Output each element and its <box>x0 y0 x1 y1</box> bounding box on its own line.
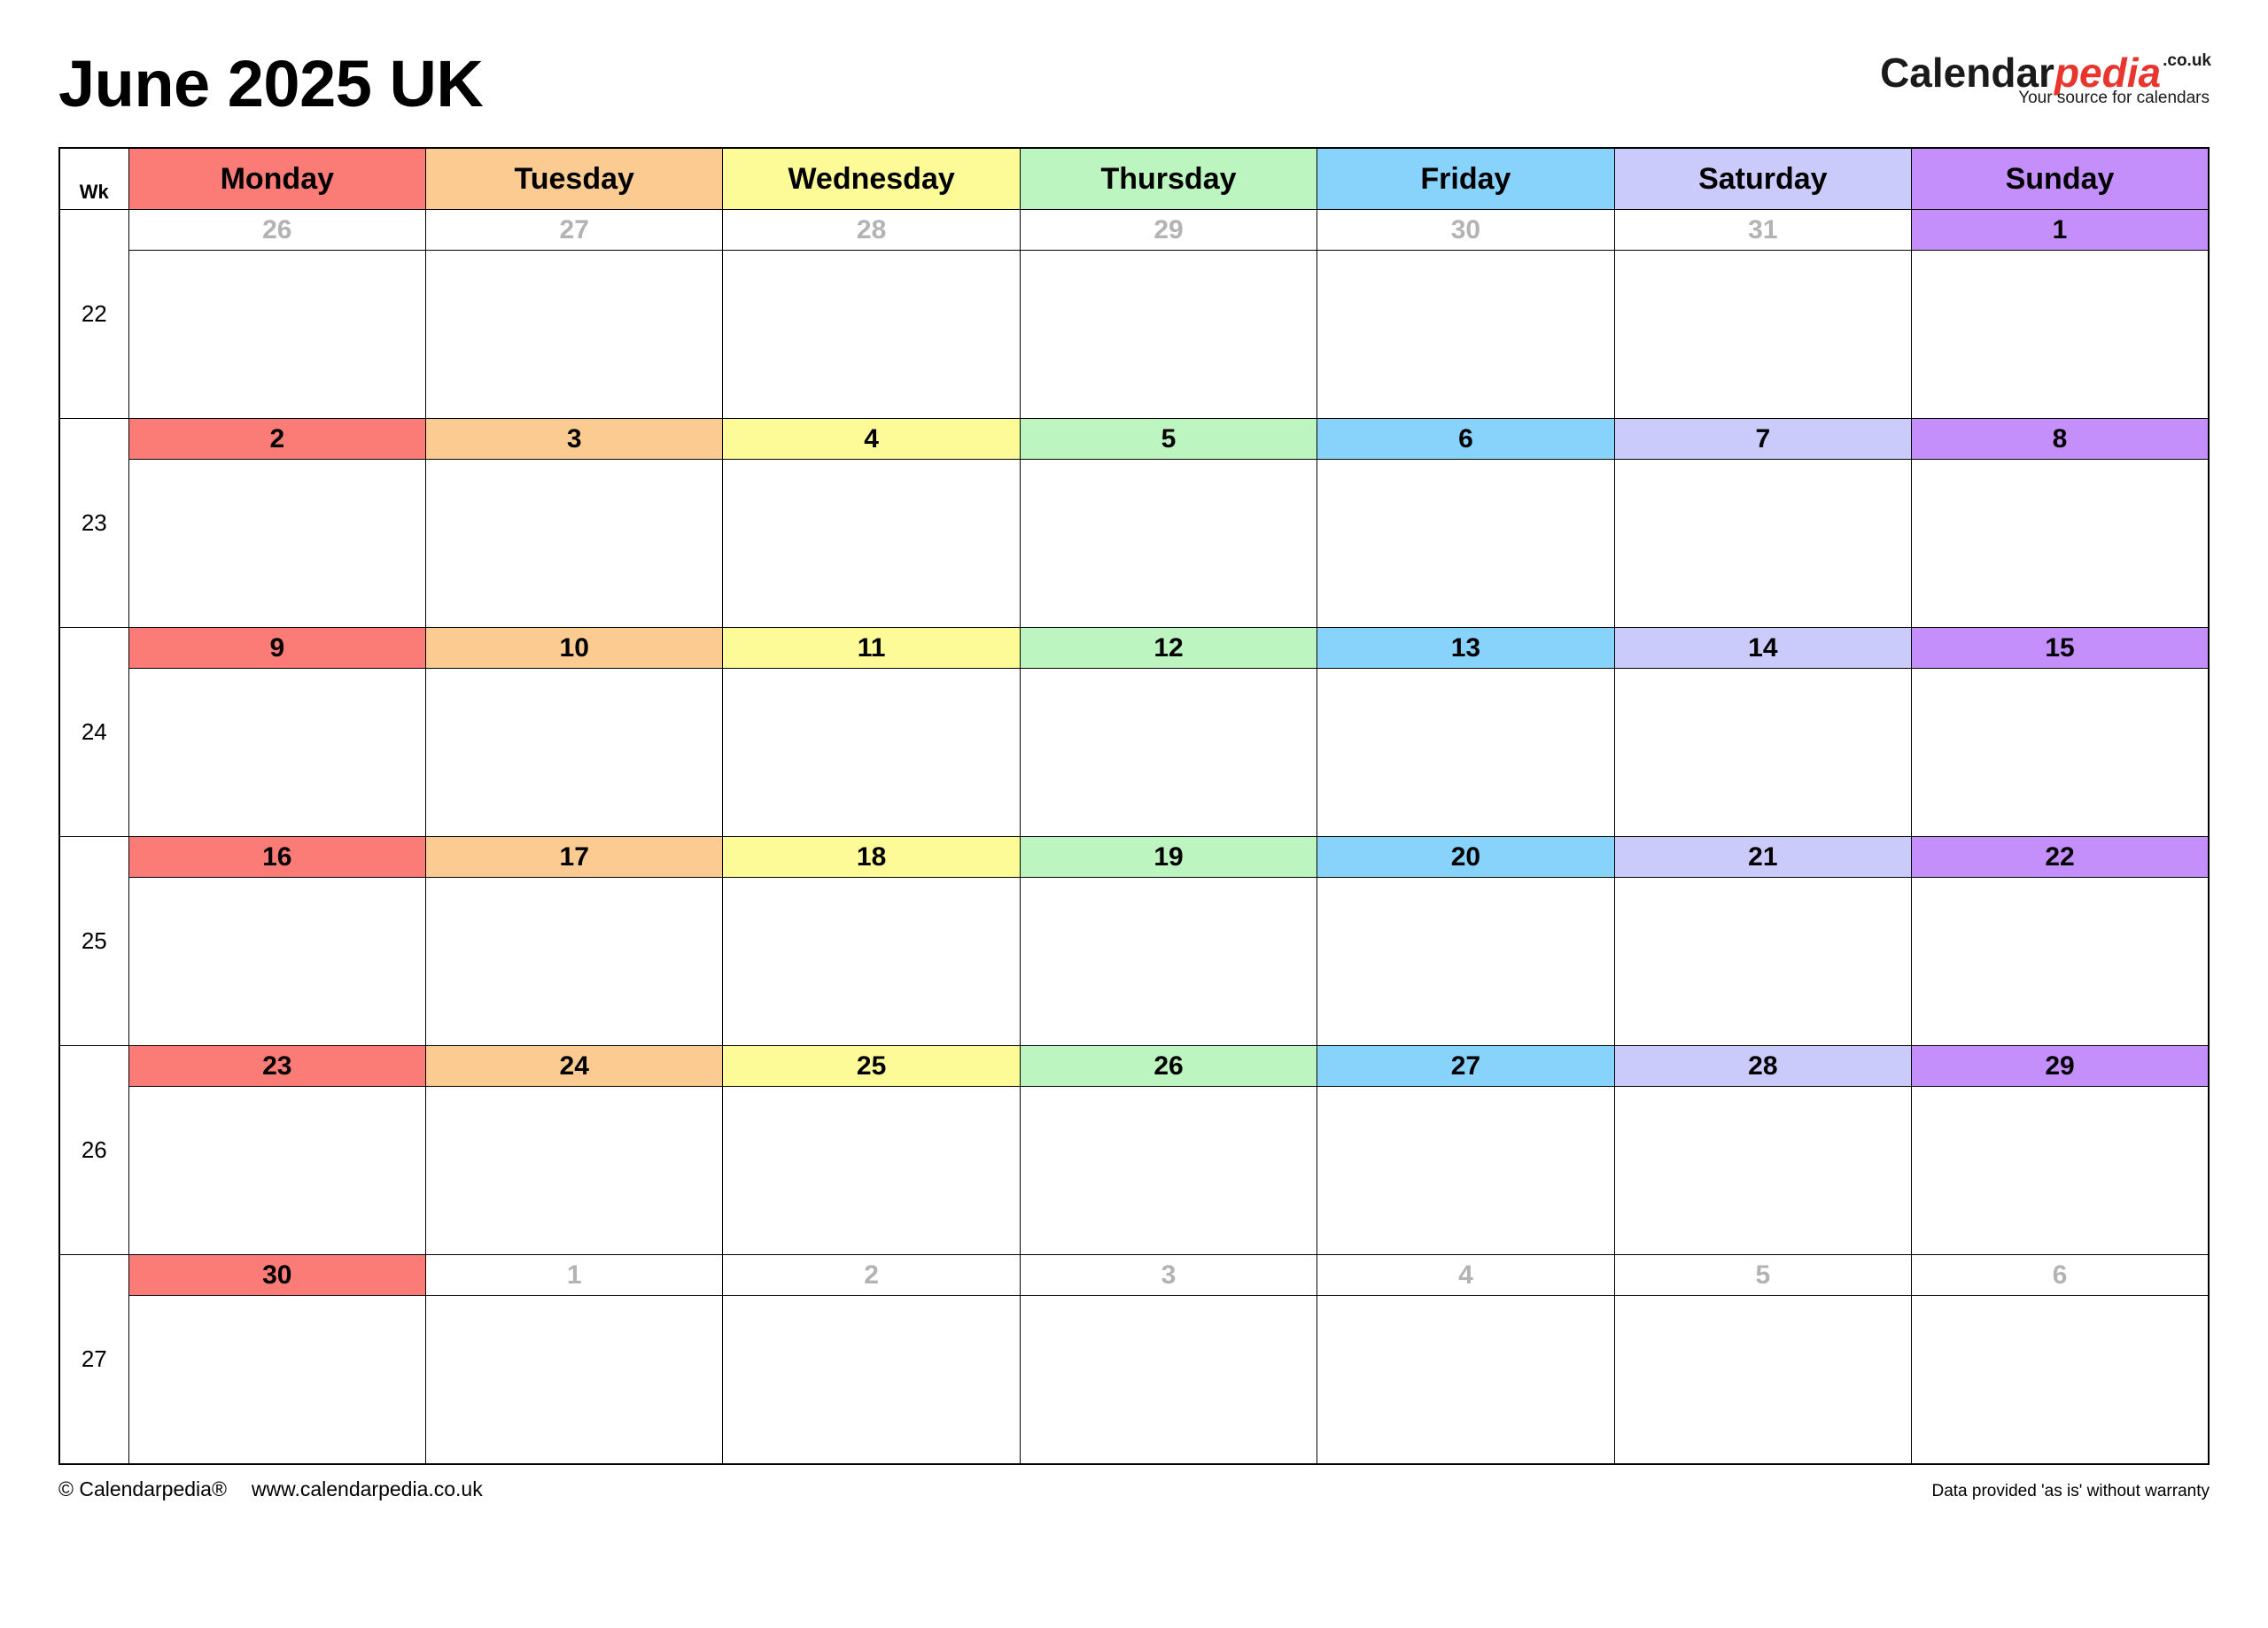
page-footer <box>58 1477 2210 1501</box>
day-notes-area[interactable] <box>723 460 1019 626</box>
day-number: 25 <box>723 1046 1019 1087</box>
day-number: 30 <box>1317 210 1613 251</box>
day-number: 24 <box>426 1046 722 1087</box>
day-number: 18 <box>723 837 1019 878</box>
day-cell[interactable] <box>723 628 1020 837</box>
day-notes-area[interactable] <box>1021 878 1317 1044</box>
day-number: 3 <box>426 419 722 460</box>
day-cell[interactable] <box>1317 210 1614 419</box>
brand-domain-text: .co.uk <box>2163 51 2211 70</box>
day-notes-area[interactable] <box>426 251 722 417</box>
day-cell[interactable] <box>1614 837 1911 1046</box>
day-number: 17 <box>426 837 722 878</box>
day-header-monday: Monday <box>128 148 425 210</box>
day-notes-area[interactable] <box>426 1296 722 1462</box>
day-notes-area[interactable] <box>1615 878 1911 1044</box>
page-title: June 2025 UK <box>58 47 484 120</box>
day-cell[interactable] <box>1020 419 1317 628</box>
day-notes-area[interactable] <box>1021 460 1317 626</box>
day-cell[interactable] <box>128 1255 425 1465</box>
brand-pedia-text: pedia <box>2054 50 2162 96</box>
day-number: 19 <box>1021 837 1317 878</box>
calendar-header-row <box>59 148 2209 210</box>
day-cell[interactable] <box>1614 419 1911 628</box>
footer-disclaimer: Data provided 'as is' without warranty <box>1931 1482 2210 1500</box>
week-number-header: Wk <box>59 148 128 210</box>
day-cell[interactable] <box>1020 210 1317 419</box>
day-cell[interactable] <box>1020 1046 1317 1255</box>
day-notes-area[interactable] <box>1021 1296 1317 1462</box>
day-cell[interactable] <box>1317 1255 1614 1465</box>
brand-tagline: Your source for calendars <box>2018 89 2210 108</box>
day-number: 6 <box>1317 419 1613 460</box>
day-cell[interactable] <box>1912 837 2209 1046</box>
day-number: 5 <box>1021 419 1317 460</box>
day-cell[interactable] <box>1317 837 1614 1046</box>
day-cell[interactable] <box>426 628 723 837</box>
day-notes-area[interactable] <box>129 878 425 1044</box>
calendar-week-row <box>59 419 2209 628</box>
page-header <box>58 35 2210 142</box>
day-cell[interactable] <box>1614 1255 1911 1465</box>
day-number: 10 <box>426 628 722 669</box>
brand-name <box>1880 51 2210 94</box>
day-notes-area[interactable] <box>129 251 425 417</box>
day-notes-area[interactable] <box>1615 1296 1911 1462</box>
day-number: 23 <box>129 1046 425 1087</box>
day-number: 28 <box>723 210 1019 251</box>
day-number: 29 <box>1021 210 1317 251</box>
day-number: 12 <box>1021 628 1317 669</box>
day-cell[interactable] <box>426 1255 723 1465</box>
day-number: 26 <box>1021 1046 1317 1087</box>
brand-calendar-text: Calendar <box>1880 50 2054 96</box>
day-cell[interactable] <box>1912 1046 2209 1255</box>
day-notes-area[interactable] <box>1021 669 1317 835</box>
calendar-week-row <box>59 837 2209 1046</box>
day-notes-area[interactable] <box>1317 1087 1613 1253</box>
day-header-tuesday: Tuesday <box>426 148 723 210</box>
day-notes-area[interactable] <box>1615 1087 1911 1253</box>
day-number: 2 <box>723 1255 1019 1296</box>
day-header-sunday: Sunday <box>1912 148 2209 210</box>
day-cell[interactable] <box>426 1046 723 1255</box>
day-cell[interactable] <box>723 210 1020 419</box>
day-cell[interactable] <box>426 210 723 419</box>
day-cell[interactable] <box>1912 1255 2209 1465</box>
day-notes-area[interactable] <box>426 460 722 626</box>
day-cell[interactable] <box>426 419 723 628</box>
day-cell[interactable] <box>128 419 425 628</box>
day-notes-area[interactable] <box>723 1087 1019 1253</box>
day-notes-area[interactable] <box>1912 878 2208 1044</box>
day-number: 9 <box>129 628 425 669</box>
day-number: 16 <box>129 837 425 878</box>
day-number: 30 <box>129 1255 425 1296</box>
day-cell[interactable] <box>723 419 1020 628</box>
week-number-cell: 27 <box>59 1255 128 1465</box>
day-notes-area[interactable] <box>723 669 1019 835</box>
day-cell[interactable] <box>128 837 425 1046</box>
day-notes-area[interactable] <box>426 878 722 1044</box>
week-number-cell: 23 <box>59 419 128 628</box>
day-header-thursday: Thursday <box>1020 148 1317 210</box>
day-cell[interactable] <box>1317 1046 1614 1255</box>
footer-credit <box>58 1477 483 1501</box>
footer-website[interactable]: www.calendarpedia.co.uk <box>251 1477 483 1500</box>
day-notes-area[interactable] <box>426 669 722 835</box>
day-number: 1 <box>1912 210 2208 251</box>
day-notes-area[interactable] <box>1317 878 1613 1044</box>
day-cell[interactable] <box>1317 628 1614 837</box>
week-number-cell: 22 <box>59 210 128 419</box>
day-number: 15 <box>1912 628 2208 669</box>
week-number-cell: 24 <box>59 628 128 837</box>
day-notes-area[interactable] <box>1021 251 1317 417</box>
day-cell[interactable] <box>723 1255 1020 1465</box>
calendarpedia-logo <box>1880 51 2210 108</box>
day-cell[interactable] <box>1020 837 1317 1046</box>
calendar-table <box>58 147 2210 1465</box>
day-notes-area[interactable] <box>426 1087 722 1253</box>
day-notes-area[interactable] <box>1317 460 1613 626</box>
week-number-cell: 25 <box>59 837 128 1046</box>
day-number: 4 <box>723 419 1019 460</box>
day-number: 7 <box>1615 419 1911 460</box>
day-number: 5 <box>1615 1255 1911 1296</box>
day-cell[interactable] <box>723 837 1020 1046</box>
calendar-week-row <box>59 628 2209 837</box>
day-number: 27 <box>426 210 722 251</box>
day-number: 13 <box>1317 628 1613 669</box>
day-notes-area[interactable] <box>1912 1296 2208 1462</box>
day-notes-area[interactable] <box>723 251 1019 417</box>
day-notes-area[interactable] <box>1912 669 2208 835</box>
day-cell[interactable] <box>426 837 723 1046</box>
day-number: 6 <box>1912 1255 2208 1296</box>
day-number: 3 <box>1021 1255 1317 1296</box>
day-cell[interactable] <box>1614 1046 1911 1255</box>
day-number: 14 <box>1615 628 1911 669</box>
day-notes-area[interactable] <box>1912 1087 2208 1253</box>
day-notes-area[interactable] <box>723 1296 1019 1462</box>
day-number: 21 <box>1615 837 1911 878</box>
day-cell[interactable] <box>1912 419 2209 628</box>
day-number: 20 <box>1317 837 1613 878</box>
day-cell[interactable] <box>1020 1255 1317 1465</box>
day-cell[interactable] <box>723 1046 1020 1255</box>
day-number: 26 <box>129 210 425 251</box>
day-notes-area[interactable] <box>1615 669 1911 835</box>
day-header-saturday: Saturday <box>1614 148 1911 210</box>
week-number-cell: 26 <box>59 1046 128 1255</box>
day-cell[interactable] <box>128 628 425 837</box>
day-cell[interactable] <box>1020 628 1317 837</box>
day-notes-area[interactable] <box>129 460 425 626</box>
day-notes-area[interactable] <box>1317 1296 1613 1462</box>
day-notes-area[interactable] <box>1912 251 2208 417</box>
day-notes-area[interactable] <box>1615 460 1911 626</box>
day-number: 2 <box>129 419 425 460</box>
day-cell[interactable] <box>1317 419 1614 628</box>
day-notes-area[interactable] <box>129 1296 425 1462</box>
calendar-week-row <box>59 210 2209 419</box>
calendar-body <box>59 210 2209 1465</box>
day-notes-area[interactable] <box>1615 251 1911 417</box>
day-header-friday: Friday <box>1317 148 1614 210</box>
day-notes-area[interactable] <box>129 669 425 835</box>
day-notes-area[interactable] <box>1912 460 2208 626</box>
day-number: 31 <box>1615 210 1911 251</box>
day-cell[interactable] <box>1912 628 2209 837</box>
day-cell[interactable] <box>128 1046 425 1255</box>
day-cell[interactable] <box>128 210 425 419</box>
calendar-week-row <box>59 1046 2209 1255</box>
day-cell[interactable] <box>1614 210 1911 419</box>
calendar-week-row <box>59 1255 2209 1465</box>
day-notes-area[interactable] <box>1021 1087 1317 1253</box>
footer-copyright: © Calendarpedia® <box>58 1477 227 1500</box>
day-number: 29 <box>1912 1046 2208 1087</box>
day-notes-area[interactable] <box>1317 251 1613 417</box>
day-number: 8 <box>1912 419 2208 460</box>
day-notes-area[interactable] <box>723 878 1019 1044</box>
day-number: 27 <box>1317 1046 1613 1087</box>
day-header-wednesday: Wednesday <box>723 148 1020 210</box>
day-number: 1 <box>426 1255 722 1296</box>
day-cell[interactable] <box>1912 210 2209 419</box>
day-notes-area[interactable] <box>1317 669 1613 835</box>
day-number: 4 <box>1317 1255 1613 1296</box>
day-number: 22 <box>1912 837 2208 878</box>
day-notes-area[interactable] <box>129 1087 425 1253</box>
day-number: 11 <box>723 628 1019 669</box>
day-number: 28 <box>1615 1046 1911 1087</box>
day-cell[interactable] <box>1614 628 1911 837</box>
